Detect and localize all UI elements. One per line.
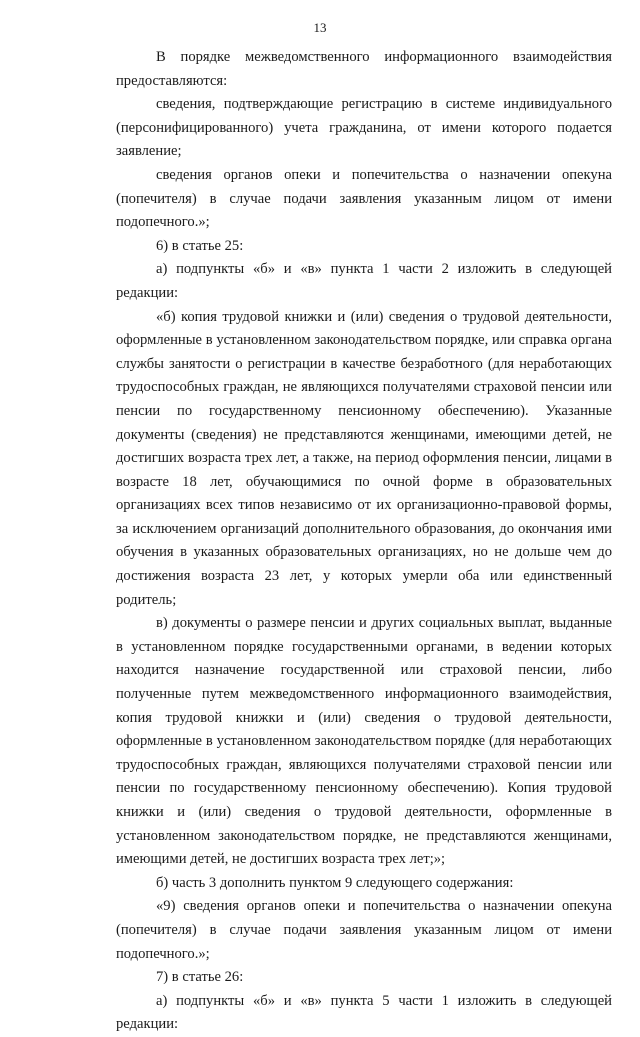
paragraph-article-25-subpoints-intro: а) подпункты «б» и «в» пункта 1 части 2 изложить в следующей редакции: xyxy=(116,261,612,301)
paragraph-guardianship-info: сведения органов опеки и попечительства о назначении опекуна (попечителя) в случае подачи заявления указанным лицом от имени подопечного.»; xyxy=(116,166,612,231)
paragraph-interagency-intro: В порядке межведомственного информационного взаимодействия предоставляются: xyxy=(116,49,612,89)
paragraph-subpoint-v-pension-documents: в) документы о размере пенсии и других социальных выплат, выданные в установленном порядке государственными органами, в ведении которых находится назначение государственной или страховой пенсии, либо полученные путем межведомственного информационного взаимодействия, копия трудовой книжки и (или) сведения о трудовой деятельности, оформленные в установленном законодательством порядке (для неработающих трудоспособных граждан, являющихся получателями страховой пенсии или пенсии по государственному пенсионному обеспечению). Копия трудовой книжки и (или) сведения о трудовой деятельности, оформленные в установленном законодательством порядке, не представляются женщинами, имеющими детей, не достигших возраста трех лет;»; xyxy=(116,615,612,868)
paragraph-article-26-subpoints-intro: а) подпункты «б» и «в» пункта 5 части 1 изложить в следующей редакции: xyxy=(116,992,612,1033)
paragraph-point-9-guardianship: «9) сведения органов опеки и попечительства о назначении опекуна (попечителя) в случае подачи заявления указанным лицом от имени подопечного.»; xyxy=(116,898,612,962)
page-number: 13 xyxy=(313,20,327,35)
paragraph-article-25-heading: 6) в статье 25: xyxy=(156,237,244,254)
paragraph-part-3-addition: б) часть 3 дополнить пунктом 9 следующего содержания: xyxy=(156,874,514,891)
paragraph-registration-info: сведения, подтверждающие регистрацию в системе индивидуального (персонифицированного) учета гражданина, от имени которого подается заявление; xyxy=(116,96,612,160)
document-body xyxy=(116,46,612,1037)
paragraph-article-26-heading: 7) в статье 26: xyxy=(156,969,244,986)
paragraph-subpoint-b-employment-record: «б) копия трудовой книжки и (или) сведения о трудовой деятельности, оформленные в установленном законодательством порядке, или справка органа службы занятости о регистрации в качестве безработного (для неработающих трудоспособных граждан, не являющихся получателями страховой пенсии или пенсии по государственному пенсионному обеспечению). Указанные документы (сведения) не представляются женщинами, имеющими детей, не достигших возраста трех лет, а также, на период оформления пенсии, лицами в возрасте 18 лет, обучающимися по очной форме в образовательных организациях всех типов независимо от их организационно-правовой формы, за исключением организаций дополнительного образования, до окончания ими обучения в указанных образовательных организациях, но не дольше чем до достижения возраста 23 лет, у которых умерли оба или единственный родитель; xyxy=(116,308,612,608)
